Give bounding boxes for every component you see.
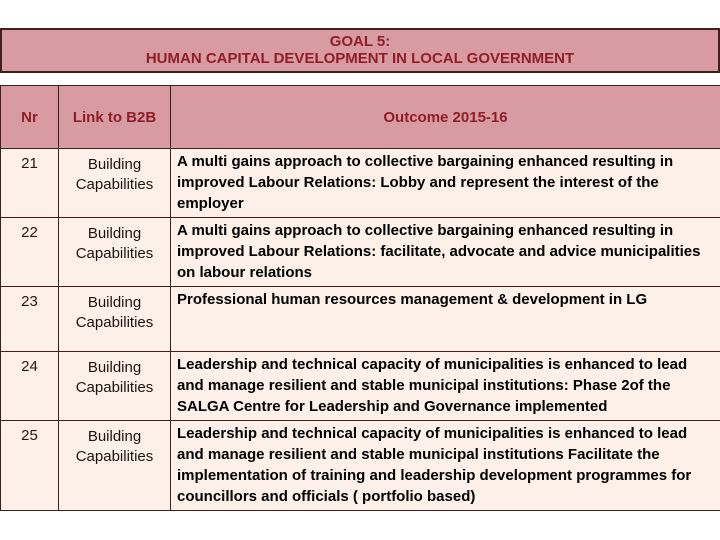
header-link-to-b2b: Link to B2B <box>59 86 171 149</box>
cell-link-to-b2b: Building Capabilities <box>59 287 171 352</box>
cell-nr: 25 <box>1 421 59 511</box>
table-header-row <box>1 86 720 149</box>
header-nr: Nr <box>1 86 59 149</box>
cell-nr: 22 <box>1 218 59 287</box>
cell-link-to-b2b: Building Capabilities <box>59 352 171 421</box>
slide-title-line-1: GOAL 5: <box>329 33 391 50</box>
cell-nr: 21 <box>1 149 59 218</box>
table-row <box>1 421 720 511</box>
cell-nr: 24 <box>1 352 59 421</box>
header-outcome: Outcome 2015-16 <box>171 86 720 149</box>
cell-outcome: A multi gains approach to collective bargaining enhanced resulting in improved Labour Relations: Lobby and represent the interest of the employer <box>171 149 720 218</box>
cell-outcome: Leadership and technical capacity of municipalities is enhanced to lead and manage resilient and stable municipal institutions Facilitate the implementation of training and leadership development programmes for councillors and officials ( portfolio based) <box>171 421 720 511</box>
cell-nr: 23 <box>1 287 59 352</box>
table-row <box>1 352 720 421</box>
cell-link-to-b2b: Building Capabilities <box>59 149 171 218</box>
outcomes-table <box>0 85 720 511</box>
cell-outcome: Professional human resources management & development in LG <box>171 287 720 352</box>
cell-link-to-b2b: Building Capabilities <box>59 421 171 511</box>
cell-outcome: Leadership and technical capacity of municipalities is enhanced to lead and manage resilient and stable municipal institutions: Phase 2of the SALGA Centre for Leadership and Governance implemented <box>171 352 720 421</box>
table-row <box>1 149 720 218</box>
cell-link-to-b2b: Building Capabilities <box>59 218 171 287</box>
slide-title-bar <box>0 28 720 73</box>
table-row <box>1 287 720 352</box>
cell-outcome: A multi gains approach to collective bargaining enhanced resulting in improved Labour Relations: facilitate, advocate and advice municipalities on labour relations <box>171 218 720 287</box>
slide-title-line-2: HUMAN CAPITAL DEVELOPMENT IN LOCAL GOVERNMENT <box>145 50 575 67</box>
table-row <box>1 218 720 287</box>
